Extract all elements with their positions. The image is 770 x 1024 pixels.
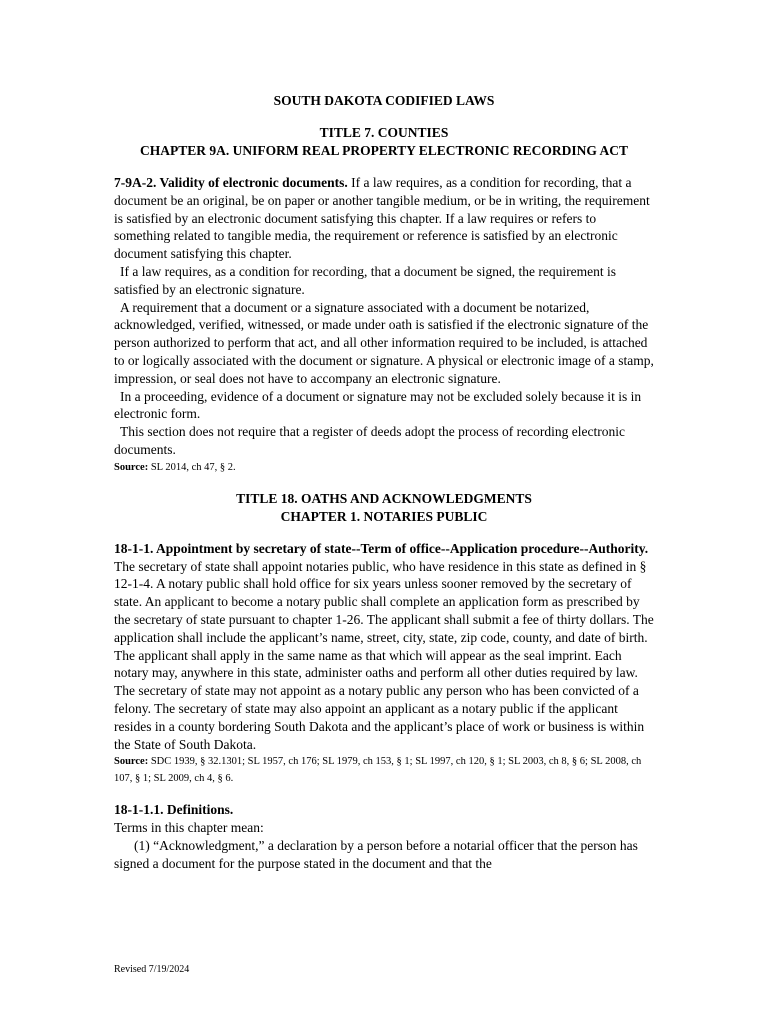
document-header: SOUTH DAKOTA CODIFIED LAWS: [273, 93, 495, 108]
section-7-9a-2-p1: [114, 174, 654, 263]
section-7-9a-2-p2: If a law requires, as a condition for recording, that a document be signed, the requirement is satisfied by an electronic signature.: [114, 263, 616, 297]
section-18-1-1-1-intro: Terms in this chapter mean:: [114, 820, 264, 836]
document-page: [114, 92, 654, 887]
section-7-9a-2-heading: 7-9A-2. Validity of electronic documents.: [114, 175, 348, 190]
section-18-1-1-body: The secretary of state shall appoint notaries public, who have residence in this state as defined in § 12-1-4. A notary public shall hold office for six years unless sooner removed by the secretary of state. An applicant to become a notary public shall complete an application form as prescribed by the secretary of state pursuant to chapter 1-26. The applicant shall submit a fee of thirty dollars. The application shall include the applicant’s name, street, city, state, zip code, county, and date of birth. The applicant shall apply in the same name as that which will appear as the seal imprint. Each notary may, anywhere in this state, administer oaths and perform all other duties required by law. The secretary of state may not appoint as a notary public any person who has been convicted of a felony. The secretary of state may also appoint an applicant as a notary public if the applicant resides in a county bordering South Dakota and the applicant’s place of work or business is within the State of South Dakota.: [114, 558, 654, 752]
title-7-block: [114, 124, 654, 160]
chapter-9a-heading: CHAPTER 9A. UNIFORM REAL PROPERTY ELECTRONIC RECORDING ACT: [139, 143, 629, 158]
section-7-9a-2-p5: This section does not require that a register of deeds adopt the process of recording electronic documents.: [114, 424, 625, 457]
section-18-1-1: [114, 540, 654, 788]
source-label: Source:: [114, 461, 149, 473]
section-18-1-1-source: [114, 753, 654, 787]
chapter-1-heading: CHAPTER 1. NOTARIES PUBLIC: [280, 508, 488, 524]
section-7-9a-2-p3: A requirement that a document or a signature associated with a document be notarized, acknowledged, verified, witnessed, or made under oath is satisfied if the electronic signature of the person authorized to perform that act, and all other information required to be included, is attached to or logically associated with the document or signature. A physical or electronic image of a stamp, impression, or seal does not have to accompany an electronic signature.: [114, 299, 654, 386]
title-18-heading: TITLE 18. OATHS AND ACKNOWLEDGMENTS: [236, 490, 532, 506]
title-7-heading: TITLE 7. COUNTIES: [319, 125, 449, 140]
section-18-1-1-1: [114, 801, 654, 872]
section-18-1-1-heading: 18-1-1. Appointment by secretary of state--Term of office--Application procedure--Authority.: [114, 540, 649, 556]
source-label: Source:: [114, 756, 149, 768]
section-7-9a-2-p4: In a proceeding, evidence of a document or signature may not be excluded solely because it is in electronic form.: [114, 388, 642, 422]
section-7-9a-2: [114, 174, 654, 476]
source-text: SDC 1939, § 32.1301; SL 1957, ch 176; SL 1979, ch 153, § 1; SL 1997, ch 120, § 1; SL 2003, ch 8, § 6; SL 2008, ch 107, § 1; SL 2009, ch 4, § 6.: [114, 756, 642, 785]
section-18-1-1-1-heading: 18-1-1.1. Definitions.: [114, 802, 234, 818]
source-text: SL 2014, ch 47, § 2.: [148, 461, 236, 473]
section-7-9a-2-p1-text: If a law requires, as a condition for recording, that a document be an original, be on paper or another tangible medium, or be in writing, the requirement is satisfied by an electronic document satisfying this chapter. If a law requires or refers to something related to tangible media, the requirement or reference is satisfied by an electronic document satisfying this chapter.: [114, 175, 650, 262]
revision-footer: Revised 7/19/2024: [114, 964, 190, 975]
title-18-block: [114, 490, 654, 526]
section-7-9a-2-source: [114, 459, 654, 476]
definition-item-1: (1) “Acknowledgment,” a declaration by a person before a notarial officer that the person has signed a document for the purpose stated in the document and that the: [114, 837, 638, 871]
